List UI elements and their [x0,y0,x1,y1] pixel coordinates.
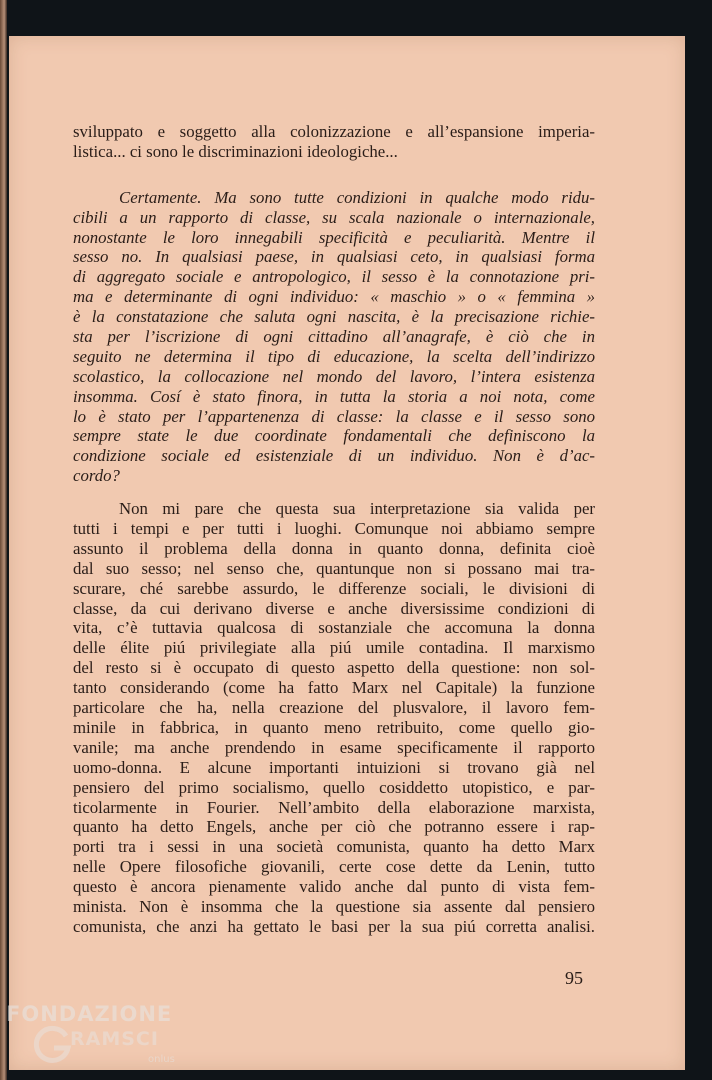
text-line: del resto si è occupato di questo aspetto della questione: non sol- [73,658,595,678]
text-line: condizione sociale ed esistenziale di un individuo. Non è d’ac- [73,446,595,466]
text-line: pensiero del primo socialismo, quello cosiddetto utopistico, e par- [73,777,595,797]
gramsci-g-logo-icon [32,1024,72,1064]
text-line: Certamente. Ma sono tutte condizioni in qualche modo ridu- [119,187,595,207]
watermark [6,998,206,1074]
text-line: lo è stato per l’appartenenza di classe: la classe e il sesso sono [73,406,595,426]
text-line: uomo-donna. E alcune importanti intuizioni si trovano già nel [73,757,595,777]
text-line: tanto considerando (come ha fatto Marx nel Capitale) la funzione [73,678,595,698]
text-line: nonostante le loro innegabili specificità e peculiarità. Mentre il [73,227,595,247]
text-line: ma e determinante di ogni individuo: « maschio » o « femmina » [73,287,595,307]
text-line: vanile; ma anche prendendo in esame specificamente il rapporto [73,737,595,757]
interviewer-question [73,188,595,486]
watermark-suffix: onlus [148,1054,175,1065]
text-line: sviluppato e soggetto alla colonizzazione e all’espansione imperia- [73,122,595,141]
text-line: sesso no. In qualsiasi paese, in qualsiasi ceto, in qualsiasi forma [73,247,595,267]
text-line: minile in fabbrica, in quanto meno retribuito, come quello gio- [73,717,595,737]
paragraph [73,122,595,162]
answer-paragraph [73,499,595,937]
text-line: classe, da cui derivano diverse e anche diversissime condizioni di [73,598,595,618]
watermark-subtitle: RAMSCI [70,1028,159,1050]
text-line: cibili a un rapporto di classe, su scala nazionale o internazionale, [73,207,595,227]
text-line: porti tra i sessi in una società comunista, quanto ha detto Marx [73,837,595,857]
text-line: quanto ha detto Engels, anche per ciò che potranno essere i rap- [73,817,595,837]
text-line: seguito ne determina il tipo di educazione, la scelta dell’indirizzo [73,346,595,366]
text-line: vita, c’è tuttavia qualcosa di sostanziale che accomuna la donna [73,618,595,638]
text-line: scurare, ché sarebbe assurdo, le differenze sociali, le divisioni di [73,578,595,598]
text-line: particolare che ha, nella creazione del plusvalore, il lavoro fem- [73,698,595,718]
text-line: dal suo sesso; nel senso che, quantunque non si possano mai tra- [73,558,595,578]
text-line: questo è ancora pienamente valido anche dal punto di vista fem- [73,877,595,897]
text-line: scolastico, la collocazione nel mondo del lavoro, l’intera esistenza [73,366,595,386]
text-line: ticolarmente in Fourier. Nell’ambito della elaborazione marxista, [73,797,595,817]
text-line: è la constatazione che saluta ogni nascita, è la precisazione richie- [73,307,595,327]
text-line: sempre state le due coordinate fondamentali che definiscono la [73,426,595,446]
page-number: 95 [565,968,583,988]
body-text [73,122,595,937]
text-line: delle élite piú privilegiate alla piú umile contadina. Il marxismo [73,638,595,658]
text-line: comunista, che anzi ha gettato le basi per la sua piú corretta analisi. [73,916,595,936]
text-line: tutti i tempi e per tutti i luoghi. Comunque noi abbiamo sempre [73,519,595,539]
text-line: Non mi pare che questa sua interpretazione sia valida per [119,499,595,519]
watermark-title: FONDAZIONE [6,1002,173,1026]
book-page [9,36,685,1070]
book-spine [0,0,7,1080]
text-line: listica... ci sono le discriminazioni ideologiche... [73,141,398,161]
text-line: nelle Opere filosofiche giovanili, certe cose dette da Lenin, tutto [73,857,595,877]
text-line: insomma. Cosí è stato finora, in tutta la storia a noi nota, come [73,386,595,406]
text-line: di aggregato sociale e antropologico, il sesso è la connotazione pri- [73,267,595,287]
text-line: minista. Non è insomma che la questione sia assente dal pensiero [73,896,595,916]
text-line: sta per l’iscrizione di ogni cittadino all’anagrafe, è ciò che in [73,327,595,347]
text-line: assunto il problema della donna in quanto donna, definita cioè [73,538,595,558]
text-line: cordo? [73,466,120,486]
